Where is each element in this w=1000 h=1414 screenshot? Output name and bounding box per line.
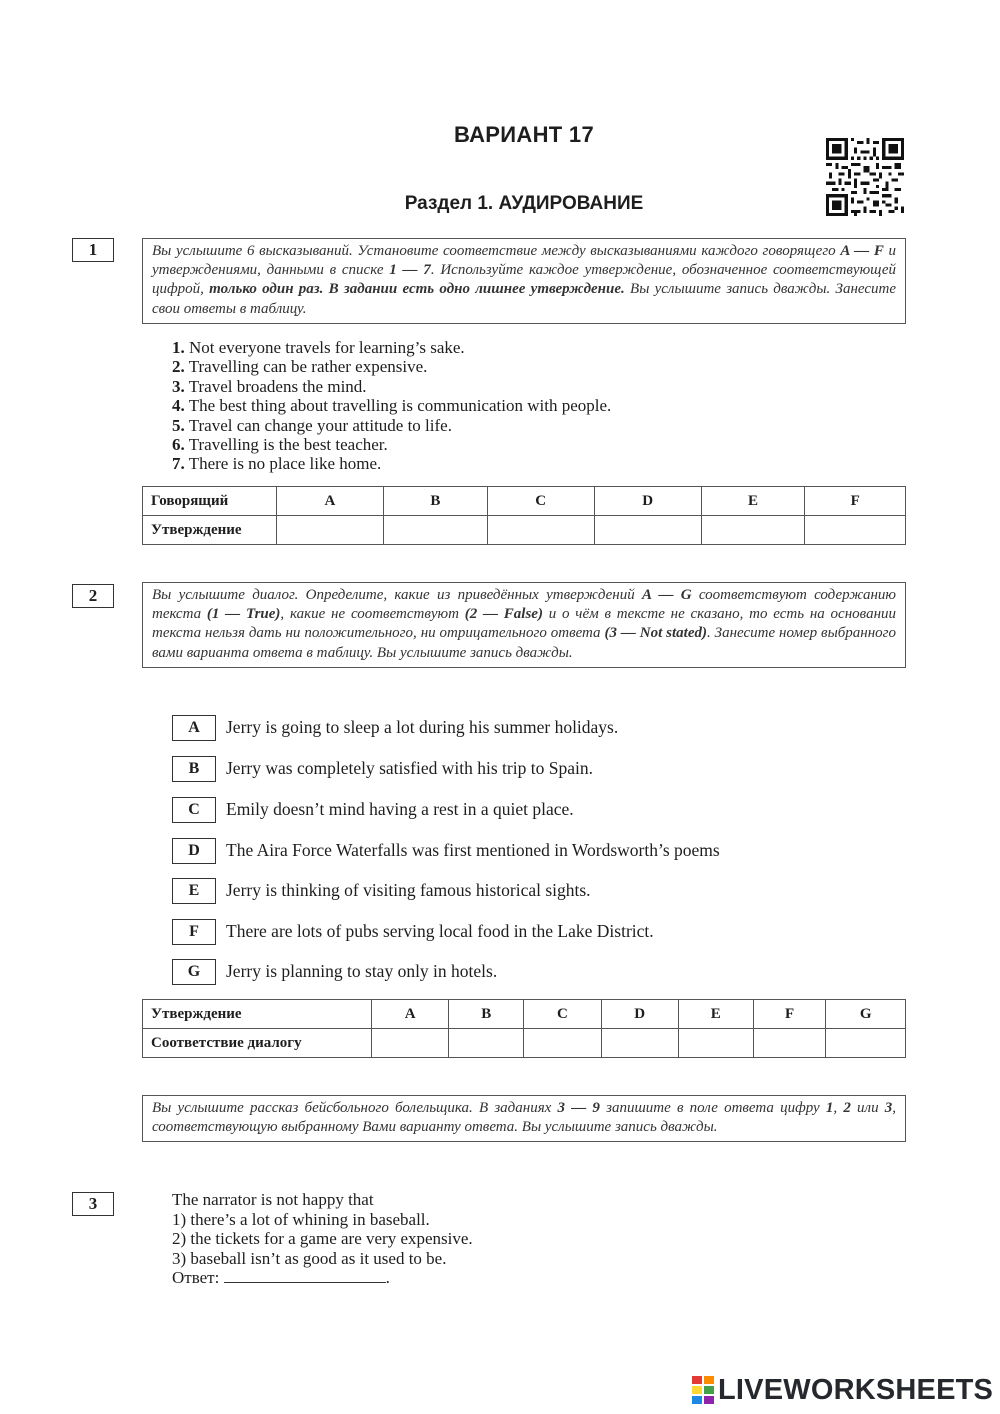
statement-text: Jerry is planning to stay only in hotels. [226,961,498,981]
table-row-label: Утверждение [143,1000,372,1029]
table-row-label: Утверждение [143,516,277,545]
list-item: 6. Travelling is the best teacher. [172,435,388,455]
answer-row [172,1268,473,1288]
column-header: E [678,1000,753,1029]
answer-cell[interactable] [449,1029,524,1058]
answer-cell[interactable] [753,1029,826,1058]
answer-cell[interactable] [487,516,594,545]
task-number-1: 1 [72,238,114,262]
column-header: F [805,487,906,516]
qr-code [826,138,904,216]
answer-cell[interactable] [826,1029,906,1058]
statement-text: There are lots of pubs serving local food in the Lake District. [226,921,654,941]
task1-instructions: Вы услышите 6 высказываний. Установите соответствие между высказываниями каждого говорящего A — F и утверждениями, данными в списке 1 — 7. Используйте каждое утверждение, обозначенное соответствующей цифрой, только один раз. В задании есть одно лишнее утверждение. Вы услышите запись дважды. Занесите свои ответы в таблицу. [142,238,906,324]
section-title: Раздел 1. АУДИРОВАНИЕ [404,193,644,214]
answer-cell[interactable] [701,516,805,545]
answer-cell[interactable] [594,516,701,545]
answer-cell[interactable] [601,1029,678,1058]
column-header: C [487,487,594,516]
column-header: B [383,487,487,516]
statement-text: Jerry is going to sleep a lot during his summer holidays. [226,717,619,737]
column-header: E [701,487,805,516]
task2-answer-table [142,999,906,1058]
statement-letter: G [172,959,216,985]
answer-label: Ответ: [172,1268,220,1288]
answer-cell[interactable] [805,516,906,545]
column-header: G [826,1000,906,1029]
statement-letter: A [172,715,216,741]
column-header: D [601,1000,678,1029]
answer-cell[interactable] [678,1029,753,1058]
column-header: B [449,1000,524,1029]
list-item: 3. Travel broadens the mind. [172,376,367,396]
question-text: The narrator is not happy that [172,1190,374,1209]
answer-option: 1) there’s a lot of whining in baseball. [172,1209,430,1229]
logo-blocks-icon [692,1376,714,1404]
page-title: ВАРИАНТ 17 [454,122,594,147]
logo-text: LIVEWORKSHEETS [718,1373,994,1406]
list-item: 2. Travelling can be rather expensive. [172,357,428,377]
answer-end: . [385,1268,390,1288]
column-header: D [594,487,701,516]
answer-cell[interactable] [524,1029,601,1058]
task1-answer-table [142,486,906,545]
task3-intro-instructions: Вы услышите рассказ бейсбольного болельщика. В заданиях 3 — 9 запишите в поле ответа цифру 1, 2 или 3, соответствующую выбранному Вами варианту ответа. Вы услышите запись дважды. [142,1095,906,1142]
task-number-3: 3 [72,1192,114,1216]
column-header: C [524,1000,601,1029]
answer-option: 2) the tickets for a game are very expensive. [172,1229,473,1249]
task2-instructions: Вы услышите диалог. Определите, какие из приведённых утверждений A — G соответствуют содержанию текста (1 — True), какие не соответствуют (2 — False) и о чём в тексте не сказано, то есть на основании текста нельзя дать ни положительного, ни отрицательного ответа (3 — Not stated). Занесите номер выбранного вами варианта ответа в таблицу. Вы услышите запись дважды. [142,582,906,668]
statement-letter: F [172,919,216,945]
statement-letter: D [172,838,216,864]
column-header: A [372,1000,449,1029]
statement-letter: E [172,878,216,904]
list-item: 1. Not everyone travels for learning’s sake. [172,338,465,357]
answer-cell[interactable] [277,516,384,545]
table-row-label: Соответствие диалогу [143,1029,372,1058]
statement-text: Jerry is thinking of visiting famous historical sights. [226,880,591,900]
statement-text: Jerry was completely satisfied with his trip to Spain. [226,758,593,778]
statement-text: The Aira Force Waterfalls was first mentioned in Wordsworth’s poems [226,840,720,860]
task3-question [172,1190,473,1288]
liveworksheets-logo [692,1375,993,1405]
column-header: F [753,1000,826,1029]
answer-cell[interactable] [372,1029,449,1058]
list-item: 7. There is no place like home. [172,454,382,474]
answer-cell[interactable] [383,516,487,545]
list-item: 5. Travel can change your attitude to life. [172,415,452,435]
table-row-label: Говорящий [143,487,277,516]
statement-letter: C [172,797,216,823]
answer-option: 3) baseball isn’t as good as it used to be. [172,1248,447,1268]
answer-field[interactable] [224,1268,386,1283]
task-number-2: 2 [72,584,114,608]
statement-text: Emily doesn’t mind having a rest in a quiet place. [226,799,574,819]
task1-statement-list [172,338,611,474]
column-header: A [277,487,384,516]
list-item: 4. The best thing about travelling is communication with people. [172,396,612,416]
statement-letter: B [172,756,216,782]
